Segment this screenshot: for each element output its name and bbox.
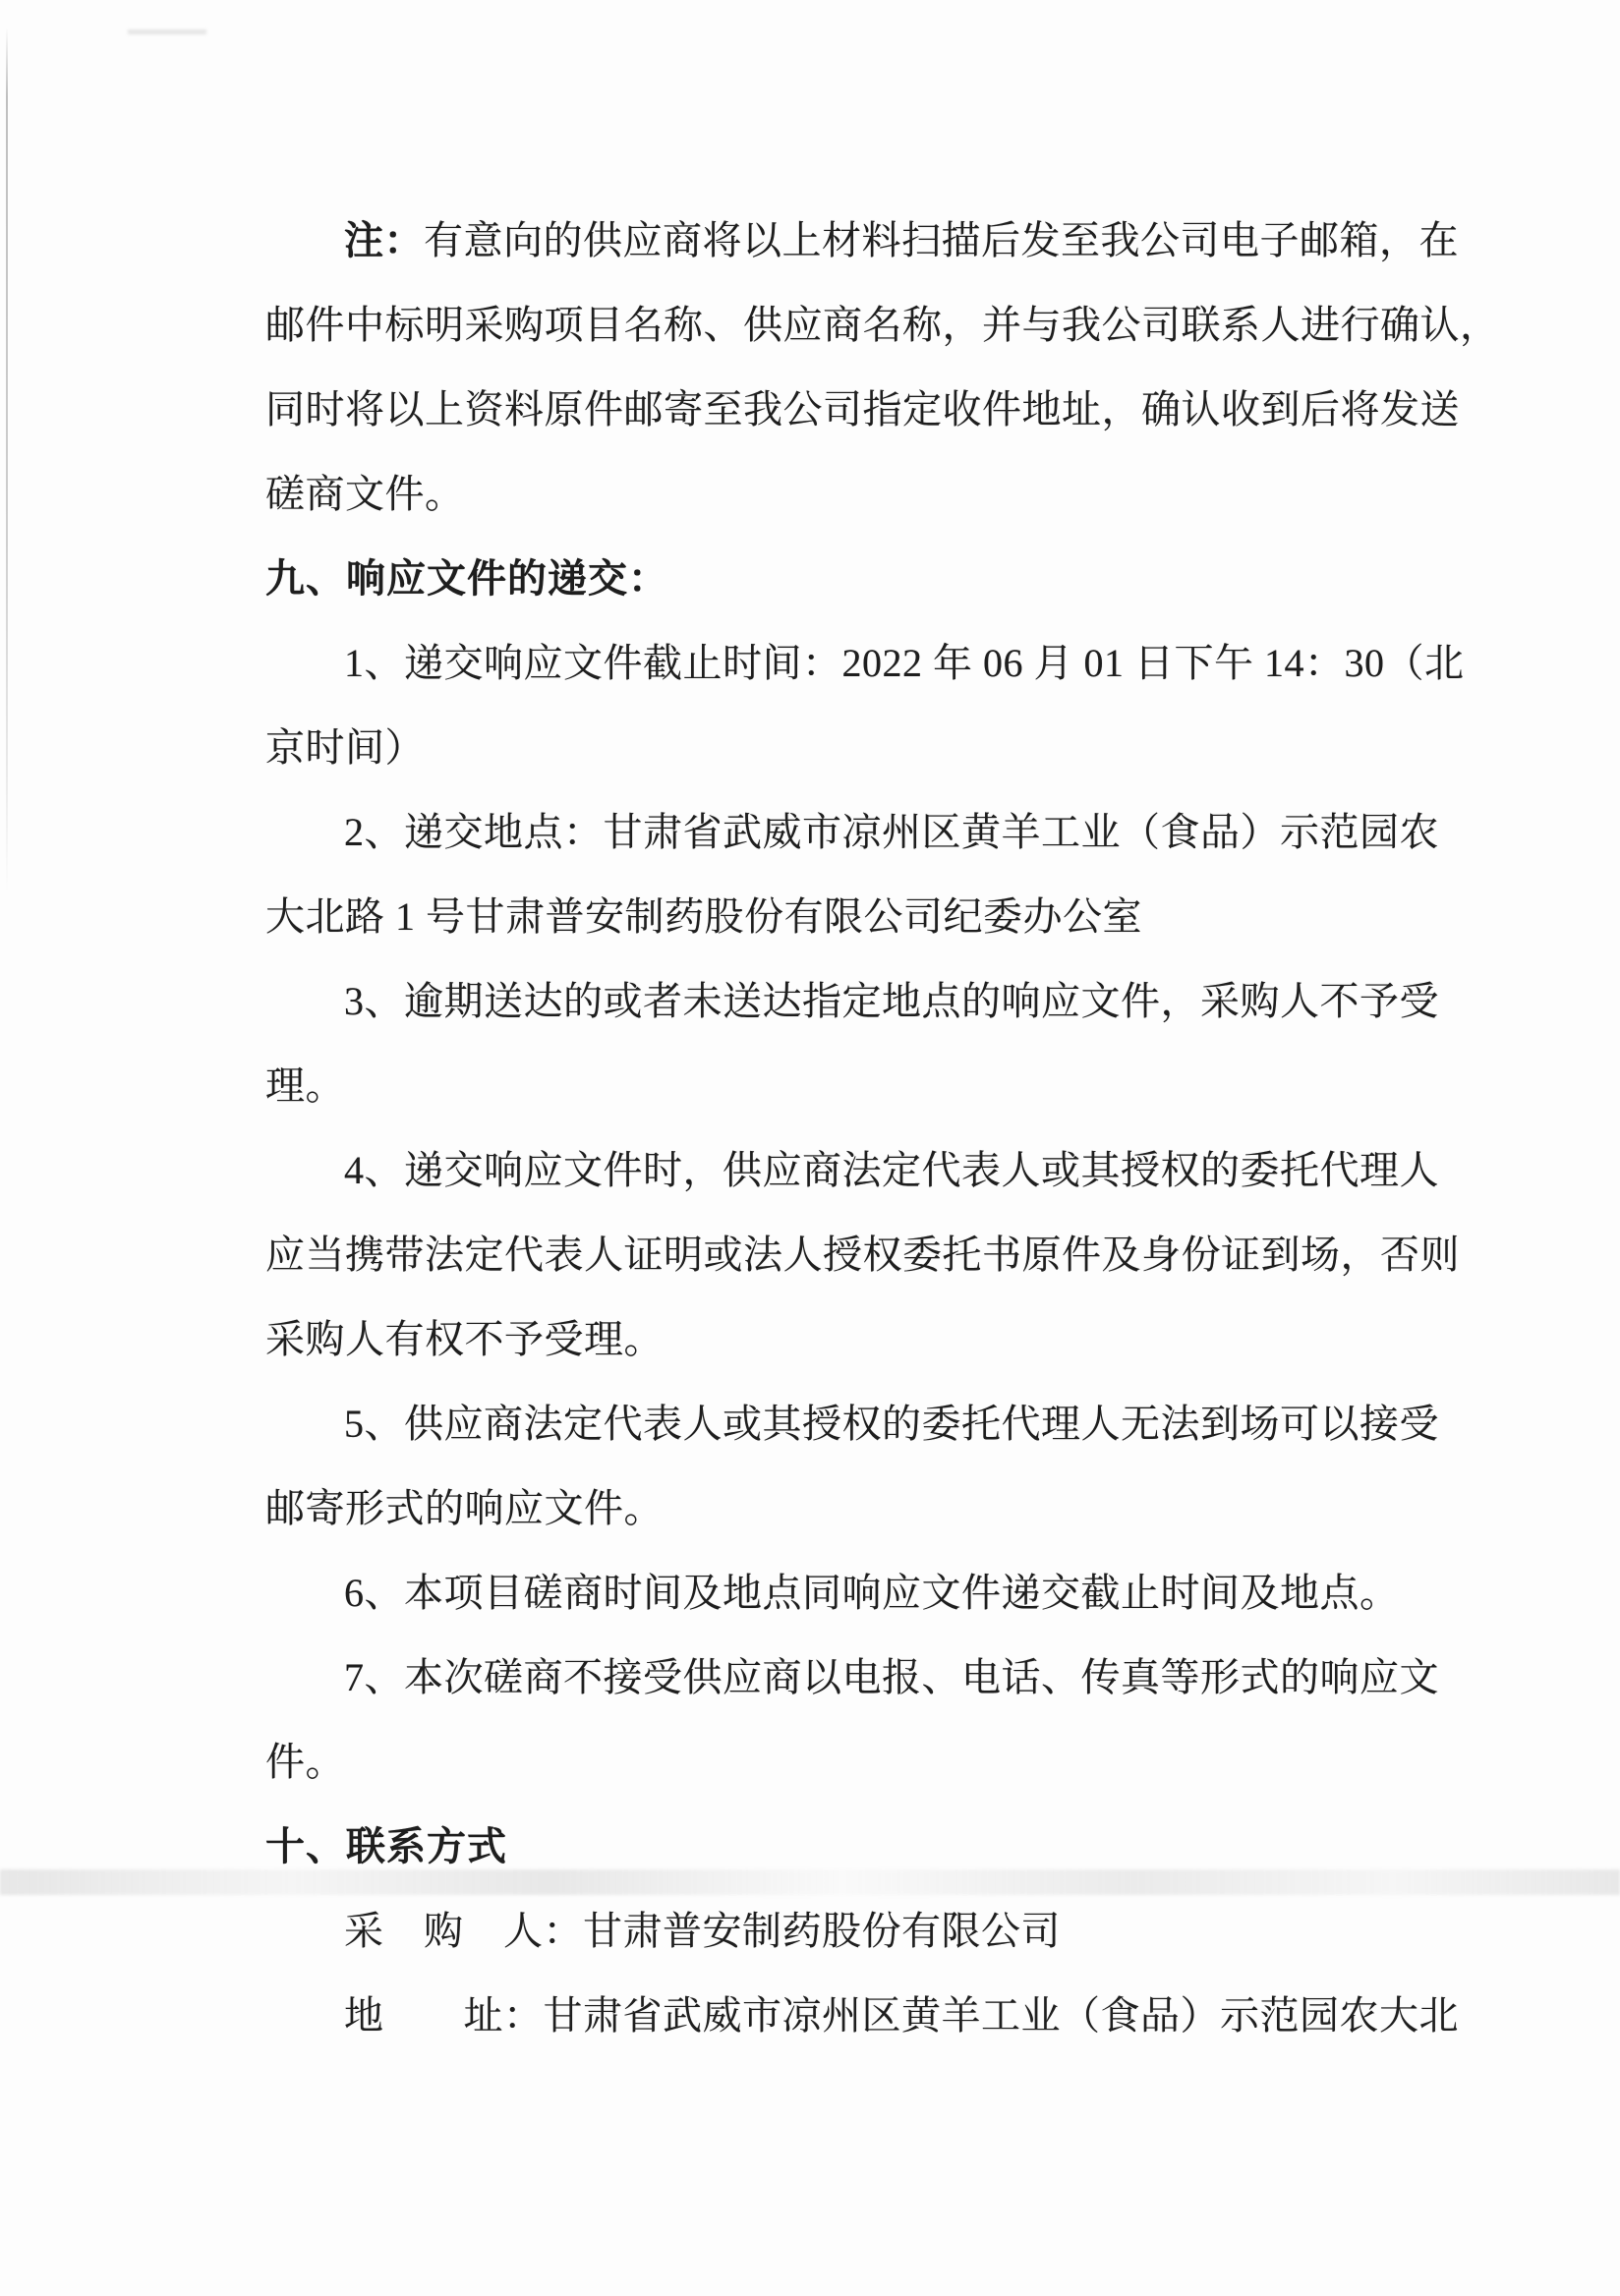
item-3-line-2: 理。 (265, 1063, 345, 1108)
item-7-line-2: 件。 (265, 1740, 345, 1784)
item-5-line-2: 邮寄形式的响应文件。 (265, 1486, 664, 1530)
note-paragraph-line-4: 磋商文件。 (265, 472, 465, 516)
note-paragraph-line-1 (265, 199, 1460, 283)
document-content (265, 199, 1500, 2058)
address-line: 地 址：甘肃省武威市凉州区黄羊工业（食品）示范园农大北 (344, 1993, 1459, 2038)
note-label: 注： (344, 218, 424, 262)
note-paragraph-line-2: 邮件中标明采购项目名称、供应商名称，并与我公司联系人进行确认， (265, 303, 1500, 347)
section-heading-10: 十、联系方式 (265, 1824, 507, 1868)
item-4-line-2: 应当携带法定代表人证明或法人授权委托书原件及身份证到场，否则 (265, 1233, 1460, 1277)
item-2-line-1: 2、递交地点：甘肃省武威市凉州区黄羊工业（食品）示范园农 (344, 810, 1439, 854)
scan-vertical-line-artifact (6, 28, 8, 892)
note-paragraph-line-3: 同时将以上资料原件邮寄至我公司指定收件地址，确认收到后将发送 (265, 387, 1460, 431)
item-4-line-3: 采购人有权不予受理。 (265, 1317, 664, 1361)
purchaser-line: 采 购 人：甘肃普安制药股份有限公司 (344, 1909, 1061, 1953)
scan-speck-artifact (128, 29, 206, 34)
note-text: 有意向的供应商将以上材料扫描后发至我公司电子邮箱，在 (424, 218, 1459, 262)
item-5-line-1: 5、供应商法定代表人或其授权的委托代理人无法到场可以接受 (344, 1402, 1439, 1446)
item-6-line-1: 6、本项目磋商时间及地点同响应文件递交截止时间及地点。 (344, 1571, 1400, 1615)
item-4-line-1: 4、递交响应文件时，供应商法定代表人或其授权的委托代理人 (344, 1148, 1439, 1192)
item-1-line-1: 1、递交响应文件截止时间：2022 年 06 月 01 日下午 14：30（北 (344, 641, 1465, 685)
item-2-line-2: 大北路 1 号甘肃普安制药股份有限公司纪委办公室 (265, 894, 1142, 939)
item-1-line-2: 京时间） (265, 725, 425, 770)
item-7-line-1: 7、本次磋商不接受供应商以电报、电话、传真等形式的响应文 (344, 1655, 1439, 1699)
item-3-line-1: 3、逾期送达的或者未送达指定地点的响应文件，采购人不予受 (344, 979, 1439, 1023)
section-heading-9: 九、响应文件的递交： (265, 556, 668, 601)
